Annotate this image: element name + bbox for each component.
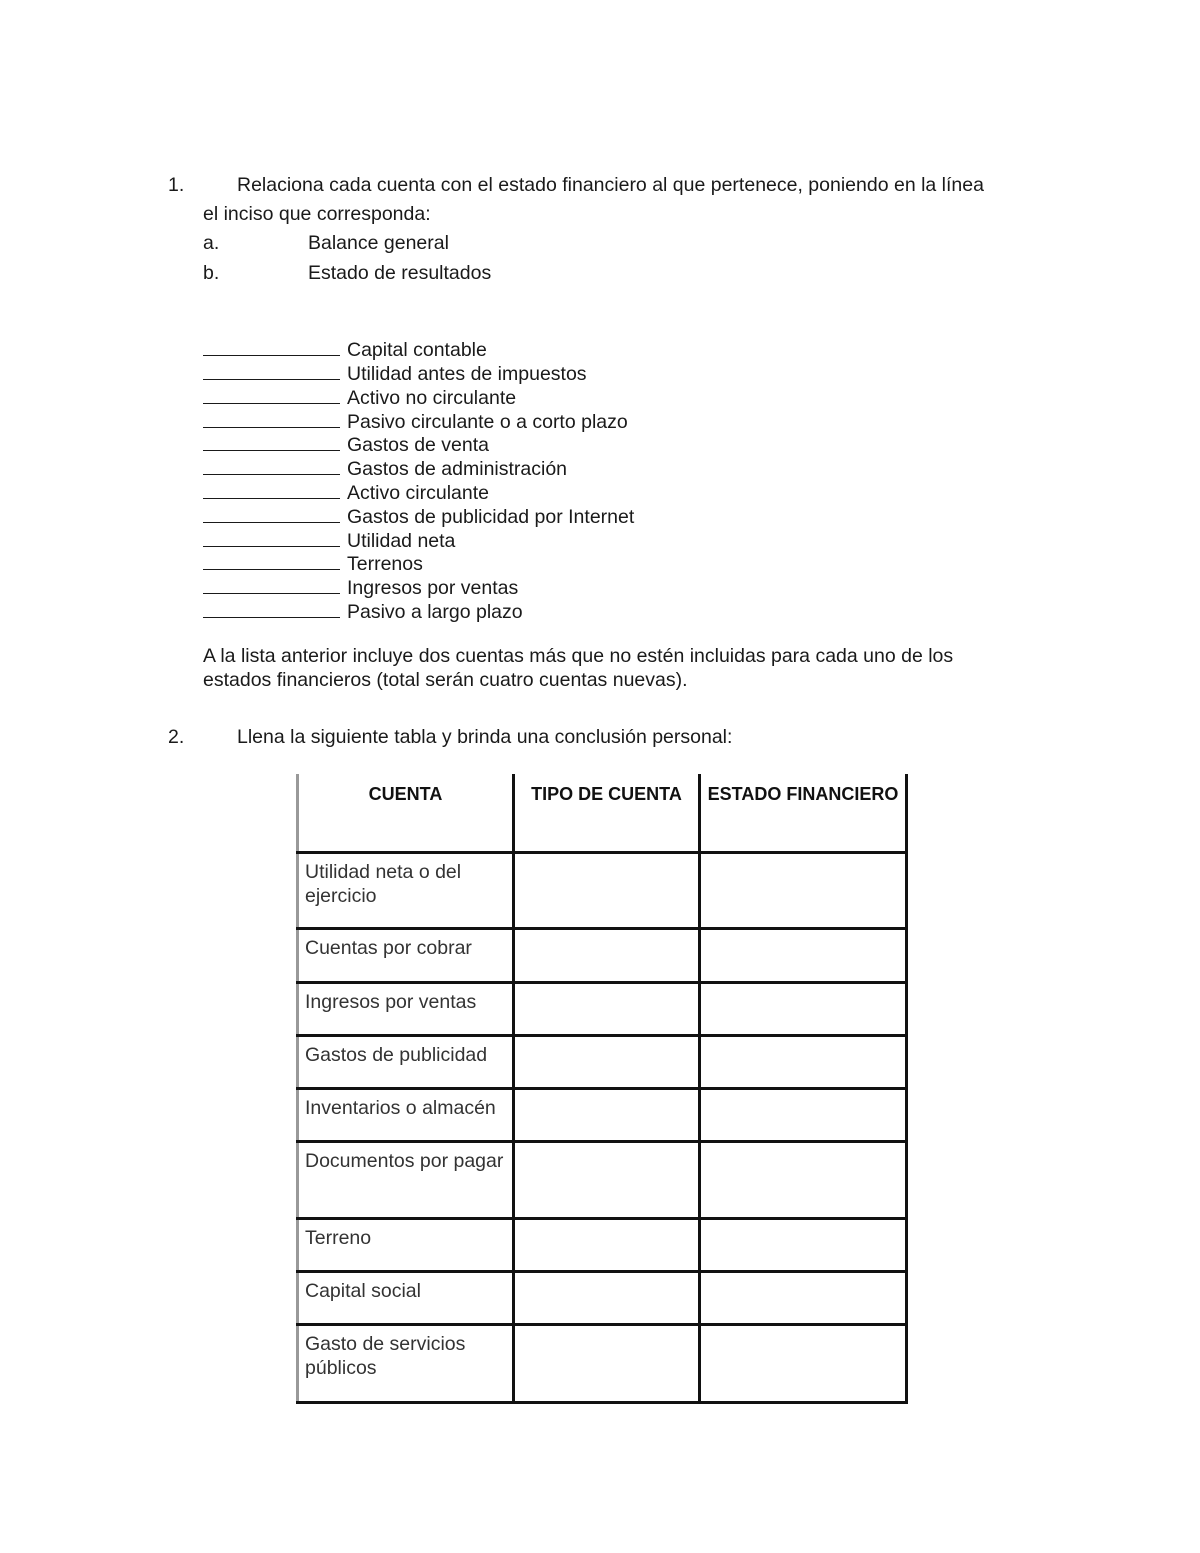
account-row bbox=[203, 431, 489, 455]
account-row bbox=[203, 384, 516, 408]
table-header-row bbox=[298, 774, 907, 852]
tipo-cell[interactable] bbox=[514, 1218, 700, 1271]
account-cell: Gastos de publicidad bbox=[298, 1035, 514, 1088]
estado-cell[interactable] bbox=[700, 1271, 907, 1324]
account-cell: Terreno bbox=[298, 1218, 514, 1271]
account-label: Pasivo circulante o a corto plazo bbox=[347, 411, 628, 433]
account-cell: Documentos por pagar bbox=[298, 1141, 514, 1218]
account-cell: Ingresos por ventas bbox=[298, 982, 514, 1035]
question-1-prompt-line-2: el inciso que corresponda: bbox=[203, 203, 431, 225]
answer-blank[interactable] bbox=[203, 574, 340, 594]
account-label: Gastos de publicidad por Internet bbox=[347, 506, 635, 528]
table-row bbox=[298, 852, 907, 928]
tipo-cell[interactable] bbox=[514, 852, 700, 928]
table-row bbox=[298, 1218, 907, 1271]
answer-blank[interactable] bbox=[203, 336, 340, 356]
account-row bbox=[203, 550, 423, 574]
question-2-number: 2. bbox=[168, 726, 185, 748]
account-label: Activo circulante bbox=[347, 482, 489, 504]
option-b-letter: b. bbox=[203, 262, 220, 284]
tipo-cell[interactable] bbox=[514, 928, 700, 982]
account-row bbox=[203, 598, 523, 622]
estado-cell[interactable] bbox=[700, 852, 907, 928]
account-row bbox=[203, 455, 567, 479]
table-row bbox=[298, 928, 907, 982]
estado-cell[interactable] bbox=[700, 1141, 907, 1218]
table-row bbox=[298, 1035, 907, 1088]
answer-blank[interactable] bbox=[203, 503, 340, 523]
account-cell: Capital social bbox=[298, 1271, 514, 1324]
answer-blank[interactable] bbox=[203, 360, 340, 380]
account-label: Capital contable bbox=[347, 339, 487, 361]
account-row bbox=[203, 408, 628, 432]
account-label: Utilidad neta bbox=[347, 530, 456, 552]
tipo-cell[interactable] bbox=[514, 1324, 700, 1402]
tipo-cell[interactable] bbox=[514, 1088, 700, 1141]
option-a-letter: a. bbox=[203, 232, 220, 254]
account-label: Gastos de administración bbox=[347, 458, 568, 480]
question-2-prompt: Llena la siguiente tabla y brinda una conclusión personal: bbox=[237, 726, 733, 748]
estado-cell[interactable] bbox=[700, 1088, 907, 1141]
account-row bbox=[203, 360, 587, 384]
account-label: Gastos de venta bbox=[347, 434, 490, 456]
answer-blank[interactable] bbox=[203, 479, 340, 499]
answer-blank[interactable] bbox=[203, 431, 340, 451]
question-1-prompt-line-1: Relaciona cada cuenta con el estado financiero al que pertenece, poniendo en la línea bbox=[237, 174, 984, 196]
option-a-label: Balance general bbox=[308, 232, 449, 254]
estado-cell[interactable] bbox=[700, 982, 907, 1035]
tipo-cell[interactable] bbox=[514, 1141, 700, 1218]
account-label: Terrenos bbox=[347, 553, 423, 575]
estado-cell[interactable] bbox=[700, 1218, 907, 1271]
account-label: Ingresos por ventas bbox=[347, 577, 519, 599]
table-row bbox=[298, 1141, 907, 1218]
account-row bbox=[203, 527, 455, 551]
tipo-cell[interactable] bbox=[514, 982, 700, 1035]
account-row bbox=[203, 574, 518, 598]
account-cell: Inventarios o almacén bbox=[298, 1088, 514, 1141]
estado-cell[interactable] bbox=[700, 928, 907, 982]
header-cuenta: CUENTA bbox=[298, 774, 514, 852]
option-b-label: Estado de resultados bbox=[308, 262, 492, 284]
table-row bbox=[298, 1324, 907, 1402]
account-cell: Gasto de servicios públicos bbox=[298, 1324, 514, 1402]
table-row bbox=[298, 1088, 907, 1141]
account-label: Activo no circulante bbox=[347, 387, 517, 409]
header-tipo-de-cuenta: TIPO DE CUENTA bbox=[514, 774, 700, 852]
estado-cell[interactable] bbox=[700, 1324, 907, 1402]
tipo-cell[interactable] bbox=[514, 1035, 700, 1088]
table-row bbox=[298, 1271, 907, 1324]
question-1-note: A la lista anterior incluye dos cuentas más que no estén incluidas para cada uno de los estados financieros (total serán cuatro cuentas nuevas). bbox=[203, 645, 954, 691]
account-cell: Utilidad neta o del ejercicio bbox=[298, 852, 514, 928]
table-row bbox=[298, 982, 907, 1035]
answer-blank[interactable] bbox=[203, 455, 340, 475]
account-row bbox=[203, 503, 634, 527]
accounts-table bbox=[296, 774, 908, 1404]
account-cell: Cuentas por cobrar bbox=[298, 928, 514, 982]
answer-blank[interactable] bbox=[203, 408, 340, 428]
account-row bbox=[203, 479, 489, 503]
header-estado-financiero: ESTADO FINANCIERO bbox=[700, 774, 907, 852]
answer-blank[interactable] bbox=[203, 527, 340, 547]
answer-blank[interactable] bbox=[203, 550, 340, 570]
account-label: Utilidad antes de impuestos bbox=[347, 363, 587, 385]
estado-cell[interactable] bbox=[700, 1035, 907, 1088]
question-1-number: 1. bbox=[168, 174, 185, 196]
answer-blank[interactable] bbox=[203, 598, 340, 618]
account-row bbox=[203, 336, 487, 360]
answer-blank[interactable] bbox=[203, 384, 340, 404]
account-label: Pasivo a largo plazo bbox=[347, 601, 523, 623]
tipo-cell[interactable] bbox=[514, 1271, 700, 1324]
